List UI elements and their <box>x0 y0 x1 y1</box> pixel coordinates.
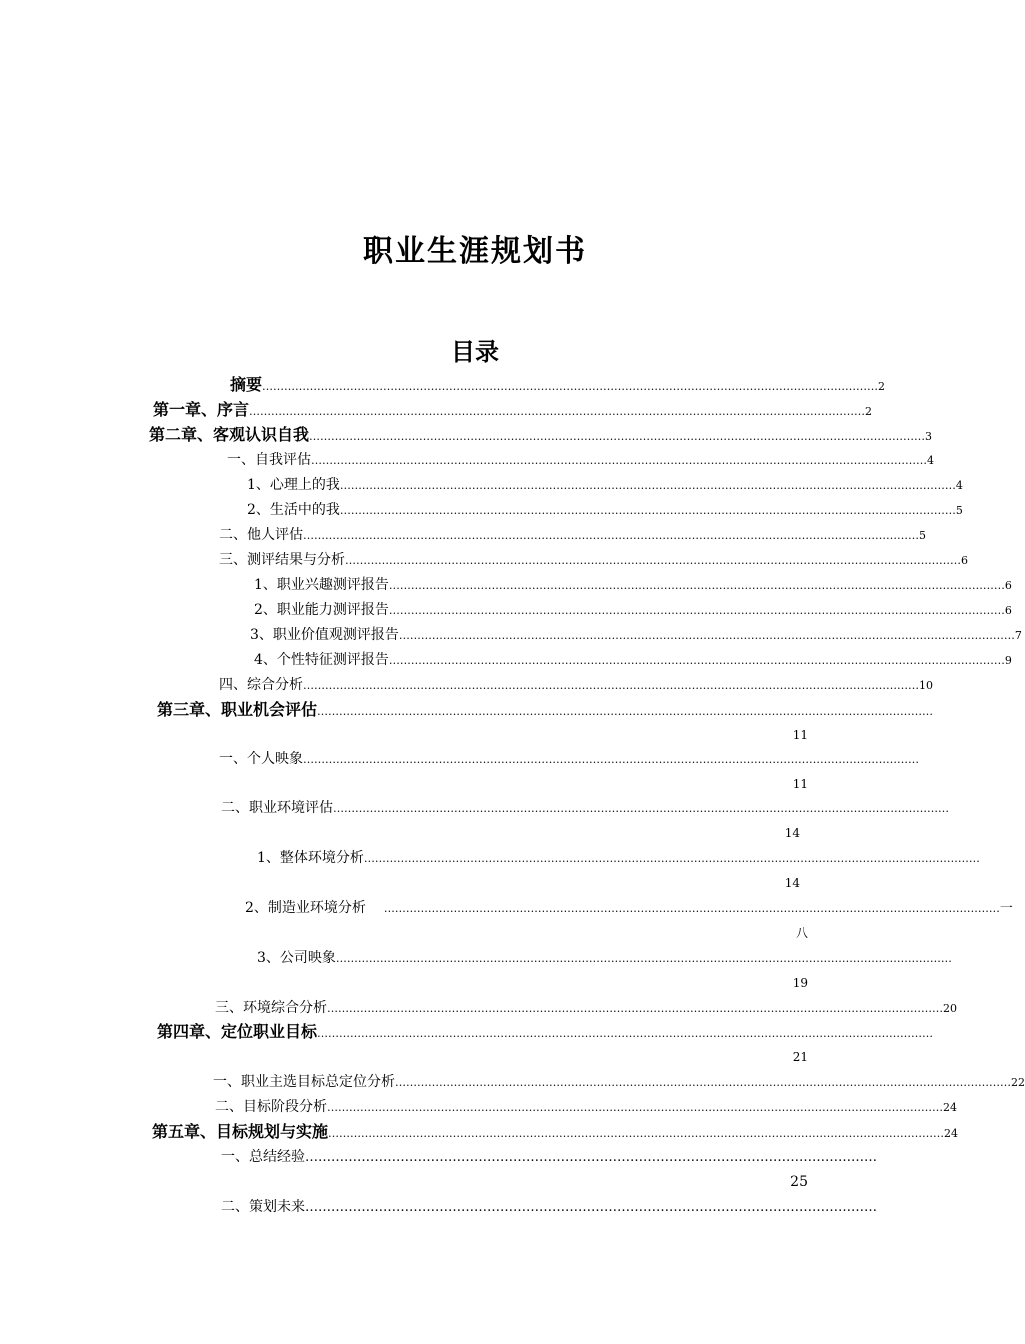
toc-page-number: 14 <box>784 876 800 890</box>
toc-leader: …………………………………………………………………………………………………………………………………………………… <box>339 504 956 517</box>
toc-entry[interactable] <box>157 699 934 721</box>
document-title: 职业生涯规划书 <box>363 234 587 269</box>
toc-page-number: 4 <box>955 479 963 492</box>
toc-entry-label: 第四章、定位职业目标 <box>157 1022 318 1041</box>
toc-entry-label: 三、测评结果与分析 <box>219 552 345 568</box>
toc-page-number: 9 <box>1004 654 1012 667</box>
toc-entry[interactable] <box>247 499 963 521</box>
toc-heading: 目录 <box>451 338 499 366</box>
toc-page-number: 6 <box>1004 604 1012 617</box>
toc-page-number: 25 <box>790 1174 808 1190</box>
toc-entry[interactable] <box>250 624 1022 646</box>
toc-page-number: 2 <box>865 405 873 418</box>
toc-entry-label: 摘要 <box>230 375 263 394</box>
toc-page-number: 5 <box>955 504 963 517</box>
toc-leader: …………………………………………………………………………………………………………………………………………………… <box>363 852 980 865</box>
toc-leader: …………………………………………………………………………………………………………………………………………………… <box>395 1076 1011 1089</box>
toc-leader: …………………………………………………………………………………………………………………………………………………… <box>327 1002 943 1015</box>
toc-leader: …………………………………………………………………………………………………………………… <box>305 1150 877 1165</box>
toc-page-number: 5 <box>919 529 926 542</box>
toc-entry[interactable] <box>230 374 886 396</box>
toc-leader: …………………………………………………………………………………………………………………………………………………… <box>388 604 1005 617</box>
toc-leader: …………………………………………………………………………………………………………………………………………………… <box>317 705 934 718</box>
toc-leader: …………………………………………………………………………………………………………………………………………………… <box>398 629 1015 642</box>
toc-leader: …………………………………………………………………………………………………………………………………………………… <box>311 454 927 467</box>
toc-leader: …………………………………………………………………………………………………………………………………………………… <box>303 679 919 692</box>
toc-leader: …………………………………………………………………………………………………………………………………………………… <box>249 405 866 418</box>
toc-entry[interactable] <box>153 399 873 421</box>
toc-leader: …………………………………………………………………………………………………………………………………………………… <box>383 902 1000 915</box>
toc-leader: …………………………………………………………………………………………………………………………………………………… <box>335 952 952 965</box>
toc-entry[interactable] <box>215 997 957 1019</box>
toc-entry-label: 4、个性特征测评报告 <box>254 652 389 668</box>
toc-entry[interactable] <box>152 1121 959 1143</box>
toc-entry-label: 四、综合分析 <box>219 677 303 693</box>
toc-leader: …………………………………………………………………………………………………………………… <box>305 1200 877 1215</box>
toc-entry-label: 一、职业主选目标总定位分析 <box>213 1074 395 1090</box>
toc-entry[interactable] <box>247 474 963 496</box>
toc-entry[interactable] <box>257 847 980 869</box>
toc-entry[interactable] <box>221 797 949 819</box>
toc-entry-label: 三、环境综合分析 <box>215 1000 327 1016</box>
toc-leader: …………………………………………………………………………………………………………………………………………………… <box>388 654 1005 667</box>
toc-entry-label: 二、他人评估 <box>219 527 303 543</box>
toc-leader: …………………………………………………………………………………………………………………………………………………… <box>309 430 926 443</box>
toc-entry-label: 1、职业兴趣测评报告 <box>254 577 389 593</box>
toc-leader: …………………………………………………………………………………………………………………………………………………… <box>345 554 961 567</box>
toc-leader: …………………………………………………………………………………………………………………………………………………… <box>317 1027 934 1040</box>
toc-entry-label: 一、总结经验 <box>221 1149 305 1165</box>
toc-entry-label: 二、目标阶段分析 <box>215 1099 327 1115</box>
toc-leader: …………………………………………………………………………………………………………………………………………………… <box>388 579 1005 592</box>
toc-page-number: 24 <box>944 1127 959 1140</box>
toc-page-number: 19 <box>792 976 808 990</box>
toc-page-number: 21 <box>792 1050 808 1064</box>
toc-entry-label: 一、个人映象 <box>219 751 303 767</box>
toc-entry[interactable] <box>221 1196 877 1218</box>
toc-page-number: 11 <box>792 777 808 791</box>
toc-entry-label: 2、生活中的我 <box>247 502 340 518</box>
toc-entry[interactable] <box>254 599 1012 621</box>
toc-page-number: 2 <box>878 380 886 393</box>
toc-leader: …………………………………………………………………………………………………………………………………………………… <box>327 1101 943 1114</box>
toc-entry[interactable] <box>219 674 933 696</box>
toc-entry-label: 3、公司映象 <box>257 950 336 966</box>
toc-page-number: 6 <box>961 554 968 567</box>
toc-page-number: 22 <box>1011 1076 1025 1089</box>
toc-entry[interactable] <box>215 1096 957 1118</box>
toc-page-number: 10 <box>919 679 933 692</box>
toc-leader: …………………………………………………………………………………………………………………………………………………… <box>303 753 919 766</box>
toc-entry-label: 二、策划未来 <box>221 1199 305 1215</box>
toc-entry[interactable] <box>157 1021 934 1043</box>
toc-entry[interactable] <box>254 649 1012 671</box>
toc-page-number-continued: 八 <box>795 926 808 940</box>
toc-entry[interactable] <box>257 947 952 969</box>
toc-page-number: 7 <box>1014 629 1022 642</box>
toc-page-number: 14 <box>784 826 800 840</box>
toc-entry[interactable] <box>245 897 1013 919</box>
toc-page-number: 一 <box>999 901 1013 916</box>
toc-entry-label: 3、职业价值观测评报告 <box>250 627 399 643</box>
toc-entry-label: 2、制造业环境分析 <box>245 900 366 916</box>
toc-entry[interactable] <box>219 524 926 546</box>
toc-page-number: 3 <box>925 430 933 443</box>
toc-entry-label: 1、心理上的我 <box>247 477 340 493</box>
toc-entry[interactable] <box>227 449 934 471</box>
toc-entry[interactable] <box>213 1071 1025 1093</box>
toc-entry[interactable] <box>219 549 968 571</box>
toc-entry-label: 第一章、序言 <box>153 400 250 419</box>
toc-entry[interactable] <box>254 574 1012 596</box>
toc-entry-label: 1、整体环境分析 <box>257 850 364 866</box>
toc-entry-label: 第二章、客观认识自我 <box>149 425 310 444</box>
toc-leader: …………………………………………………………………………………………………………………………………………………… <box>262 380 879 393</box>
toc-entry-label: 2、职业能力测评报告 <box>254 602 389 618</box>
toc-entry[interactable] <box>219 748 919 770</box>
toc-page-number: 11 <box>792 728 808 742</box>
toc-entry[interactable] <box>221 1146 877 1168</box>
toc-entry-label: 第三章、职业机会评估 <box>157 700 318 719</box>
toc-page-number: 6 <box>1004 579 1012 592</box>
toc-leader: …………………………………………………………………………………………………………………………………………………… <box>303 529 919 542</box>
toc-page-number: 4 <box>927 454 934 467</box>
toc-leader: …………………………………………………………………………………………………………………………………………………… <box>328 1127 945 1140</box>
toc-page-number: 20 <box>943 1002 957 1015</box>
toc-page-number: 24 <box>943 1101 957 1114</box>
toc-leader: …………………………………………………………………………………………………………………………………………………… <box>339 479 956 492</box>
toc-entry-label: 一、自我评估 <box>227 452 311 468</box>
toc-entry[interactable] <box>149 424 933 446</box>
toc-entry-label: 第五章、目标规划与实施 <box>152 1122 329 1141</box>
toc-leader: …………………………………………………………………………………………………………………………………………………… <box>333 802 949 815</box>
toc-entry-label: 二、职业环境评估 <box>221 800 333 816</box>
